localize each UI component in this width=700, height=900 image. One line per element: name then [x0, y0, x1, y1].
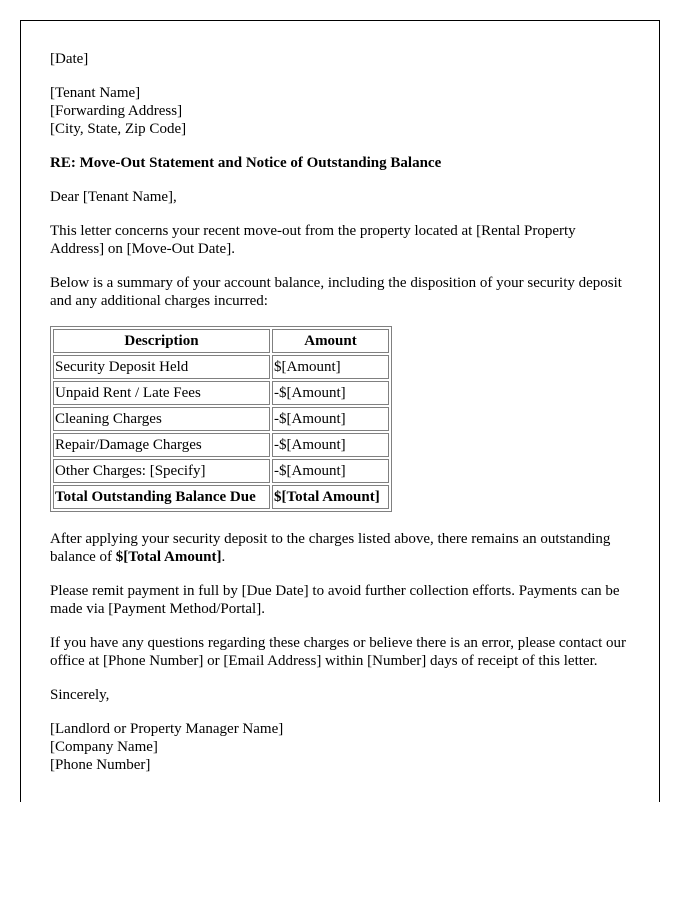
row-amount: -$[Amount] [272, 459, 389, 483]
balance-text-end: . [221, 549, 226, 565]
table-total-row [53, 485, 389, 509]
row-description: Security Deposit Held [53, 355, 270, 379]
salutation: Dear [Tenant Name], [50, 189, 177, 205]
signer-name: [Landlord or Property Manager Name] [50, 721, 284, 737]
table-row [53, 355, 389, 379]
signer-company: [Company Name] [50, 739, 158, 755]
row-amount: -$[Amount] [272, 381, 389, 405]
row-amount: $[Amount] [272, 355, 389, 379]
subject-line: RE: Move-Out Statement and Notice of Outstanding Balance [50, 155, 442, 171]
letter-page [20, 20, 660, 802]
row-amount: -$[Amount] [272, 433, 389, 457]
recipient-city-state-zip: [City, State, Zip Code] [50, 121, 187, 137]
summary-intro-paragraph: Below is a summary of your account balance, including the disposition of your security deposit and any additional charges incurred: [50, 275, 622, 309]
signature-block [50, 720, 630, 774]
letter-content [50, 50, 630, 790]
table-header-row [53, 329, 389, 353]
recipient-name: [Tenant Name] [50, 85, 141, 101]
table-row [53, 433, 389, 457]
table-row [53, 381, 389, 405]
total-description: Total Outstanding Balance Due [53, 485, 270, 509]
balance-text: After applying your security deposit to the charges listed above, there remains an outstanding balance of [50, 531, 611, 565]
balance-summary-table [50, 326, 392, 512]
column-header-amount: Amount [272, 329, 389, 353]
intro-paragraph: This letter concerns your recent move-out from the property located at [Rental Property Address] on [Move-Out Date]. [50, 223, 576, 257]
row-amount: -$[Amount] [272, 407, 389, 431]
closing: Sincerely, [50, 687, 110, 703]
questions-paragraph: If you have any questions regarding these charges or believe there is an error, please contact our office at [Phone Number] or [Email Address] within [Number] days of receipt of this letter. [50, 635, 626, 669]
row-description: Repair/Damage Charges [53, 433, 270, 457]
column-header-description: Description [53, 329, 270, 353]
payment-paragraph: Please remit payment in full by [Due Date] to avoid further collection efforts. Payments can be made via [Payment Method/Portal]. [50, 583, 620, 617]
table-row [53, 459, 389, 483]
signer-phone: [Phone Number] [50, 757, 151, 773]
row-description: Other Charges: [Specify] [53, 459, 270, 483]
row-description: Unpaid Rent / Late Fees [53, 381, 270, 405]
recipient-address-block [50, 84, 630, 138]
row-description: Cleaning Charges [53, 407, 270, 431]
recipient-forwarding-address: [Forwarding Address] [50, 103, 183, 119]
balance-paragraph [50, 530, 630, 566]
letter-date: [Date] [50, 51, 89, 67]
table-row [53, 407, 389, 431]
balance-amount: $[Total Amount] [115, 549, 222, 565]
total-amount: $[Total Amount] [272, 485, 389, 509]
